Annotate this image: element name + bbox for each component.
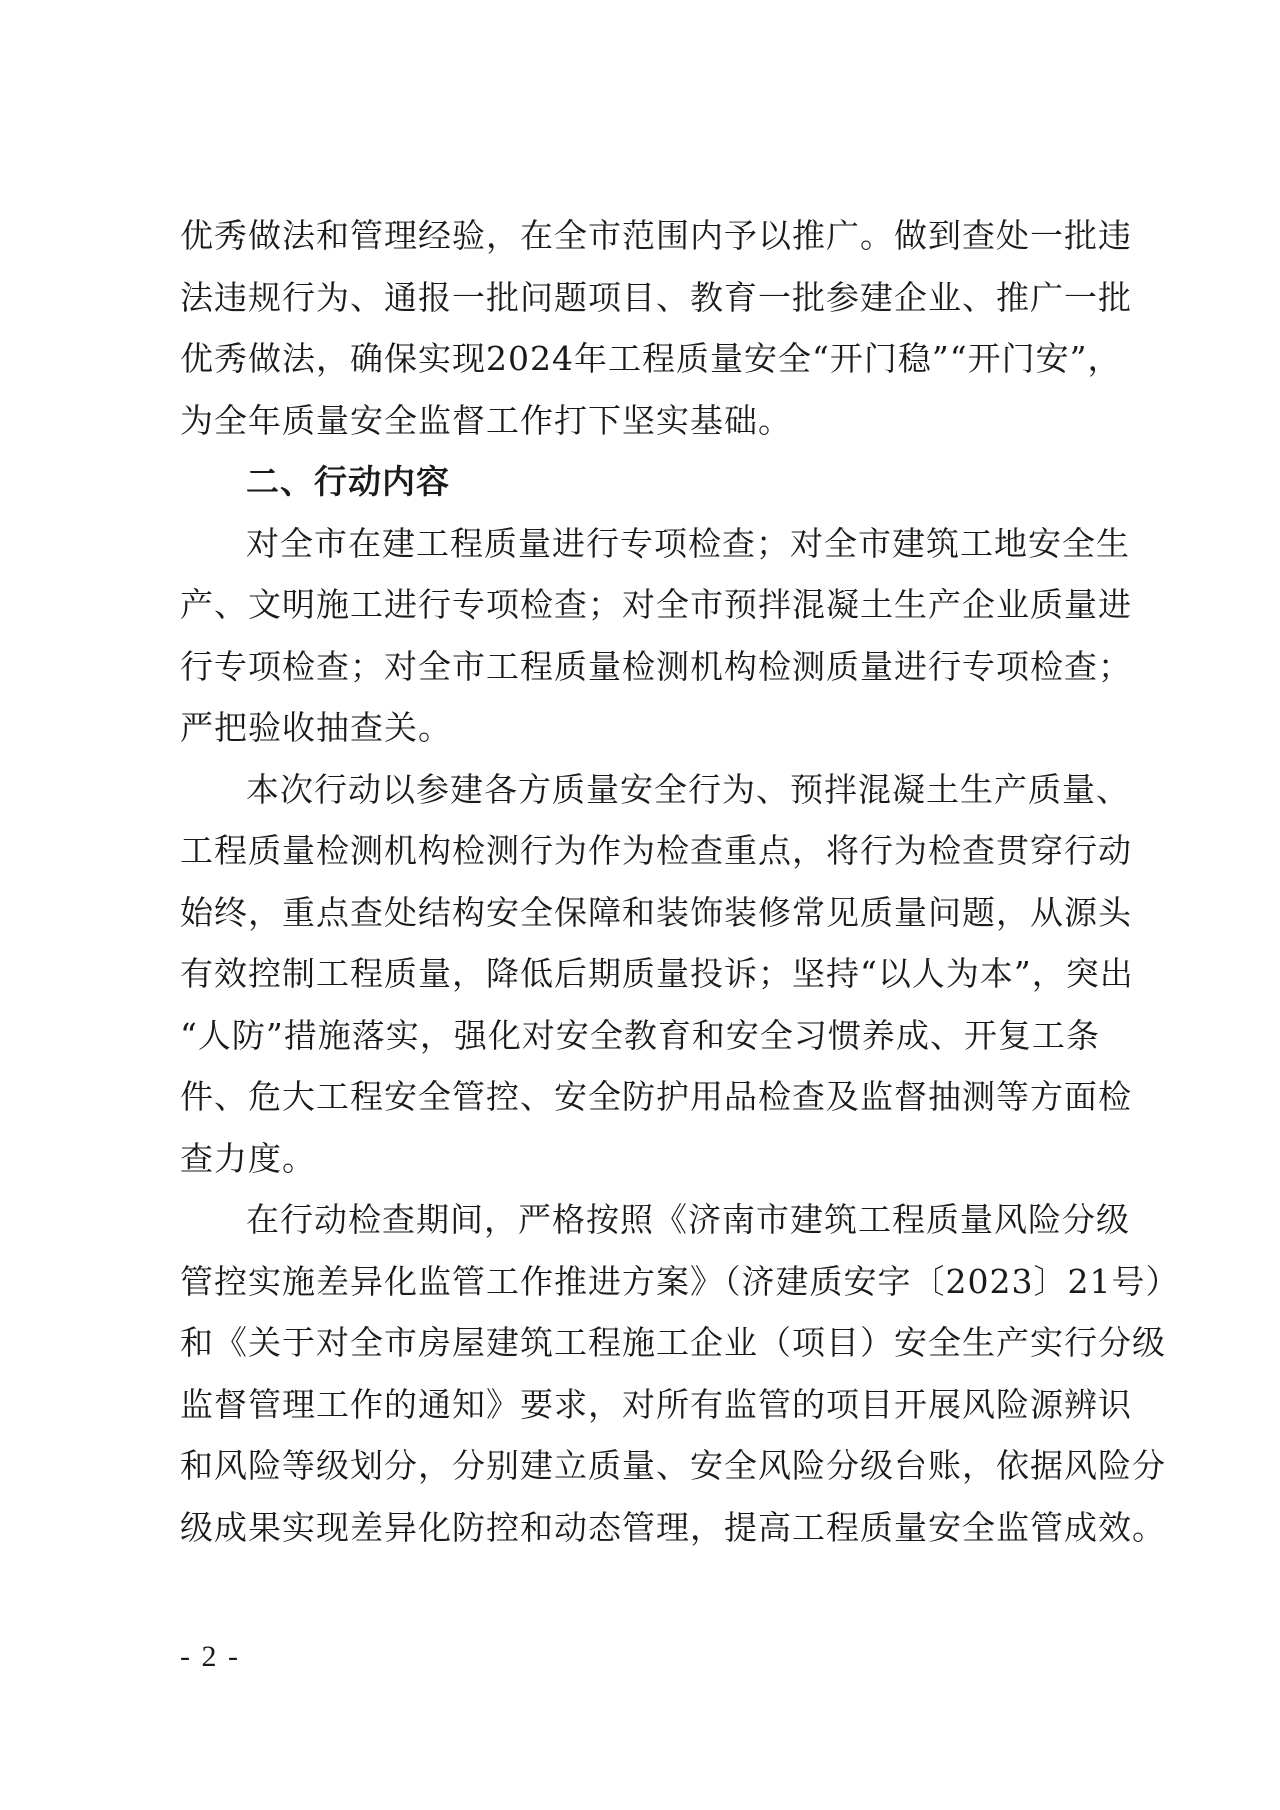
paragraph-1-line-2: 法违规行为、通报一批问题项目、教育一批参建企业、推广一批 [180, 277, 1132, 317]
paragraph-2-line-3: 行专项检查；对全市工程质量检测机构检测质量进行专项检查； [180, 646, 1132, 686]
paragraph-4-line-5: 和风险等级划分，分别建立质量、安全风险分级台账，依据风险分 [180, 1446, 1166, 1485]
paragraph-3-line-2: 工程质量检测机构检测行为作为检查重点，将行为检查贯穿行动 [180, 831, 1132, 870]
section-heading: 二、行动内容 [246, 462, 450, 501]
paragraph-4-line-4: 监督管理工作的通知》要求，对所有监管的项目开展风险源辨识 [180, 1384, 1132, 1424]
paragraph-3-line-5: “人防”措施落实，强化对安全教育和安全习惯养成、开复工条 [180, 1015, 1100, 1055]
paragraph-4-line-6: 级成果实现差异化防控和动态管理，提高工程质量安全监管成效。 [180, 1507, 1166, 1547]
paragraph-3-line-3: 始终，重点查处结构安全保障和装饰装修常见质量问题，从源头 [180, 892, 1132, 932]
paragraph-2-line-4: 严把验收抽查关。 [180, 708, 452, 747]
paragraph-3-line-1: 本次行动以参建各方质量安全行为、预拌混凝土生产质量、 [246, 769, 1130, 809]
paragraph-3-line-4: 有效控制工程质量，降低后期质量投诉；坚持“以人为本”，突出 [180, 954, 1134, 993]
paragraph-2-line-1: 对全市在建工程质量进行专项检查；对全市建筑工地安全生 [246, 523, 1130, 563]
paragraph-4-line-1: 在行动检查期间，严格按照《济南市建筑工程质量风险分级 [246, 1200, 1130, 1239]
paragraph-1-line-1: 优秀做法和管理经验，在全市范围内予以推广。做到查处一批违 [180, 216, 1132, 255]
paragraph-4-line-2: 管控实施差异化监管工作推进方案》（济建质安字〔2023〕21号） [180, 1261, 1180, 1301]
paragraph-1-line-4: 为全年质量安全监督工作打下坚实基础。 [180, 400, 792, 440]
paragraph-1-line-3: 优秀做法，确保实现2024年工程质量安全“开门稳”“开门安”， [180, 339, 1122, 378]
paragraph-3-line-7: 查力度。 [180, 1138, 316, 1178]
paragraph-4-line-3: 和《关于对全市房屋建筑工程施工企业（项目）安全生产实行分级 [180, 1323, 1166, 1362]
page-number: - 2 - [180, 1640, 240, 1673]
paragraph-3-line-6: 件、危大工程安全管控、安全防护用品检查及监督抽测等方面检 [180, 1077, 1132, 1116]
paragraph-2-line-2: 产、文明施工进行专项检查；对全市预拌混凝土生产企业质量进 [180, 585, 1132, 624]
document-body [180, 205, 1180, 1558]
